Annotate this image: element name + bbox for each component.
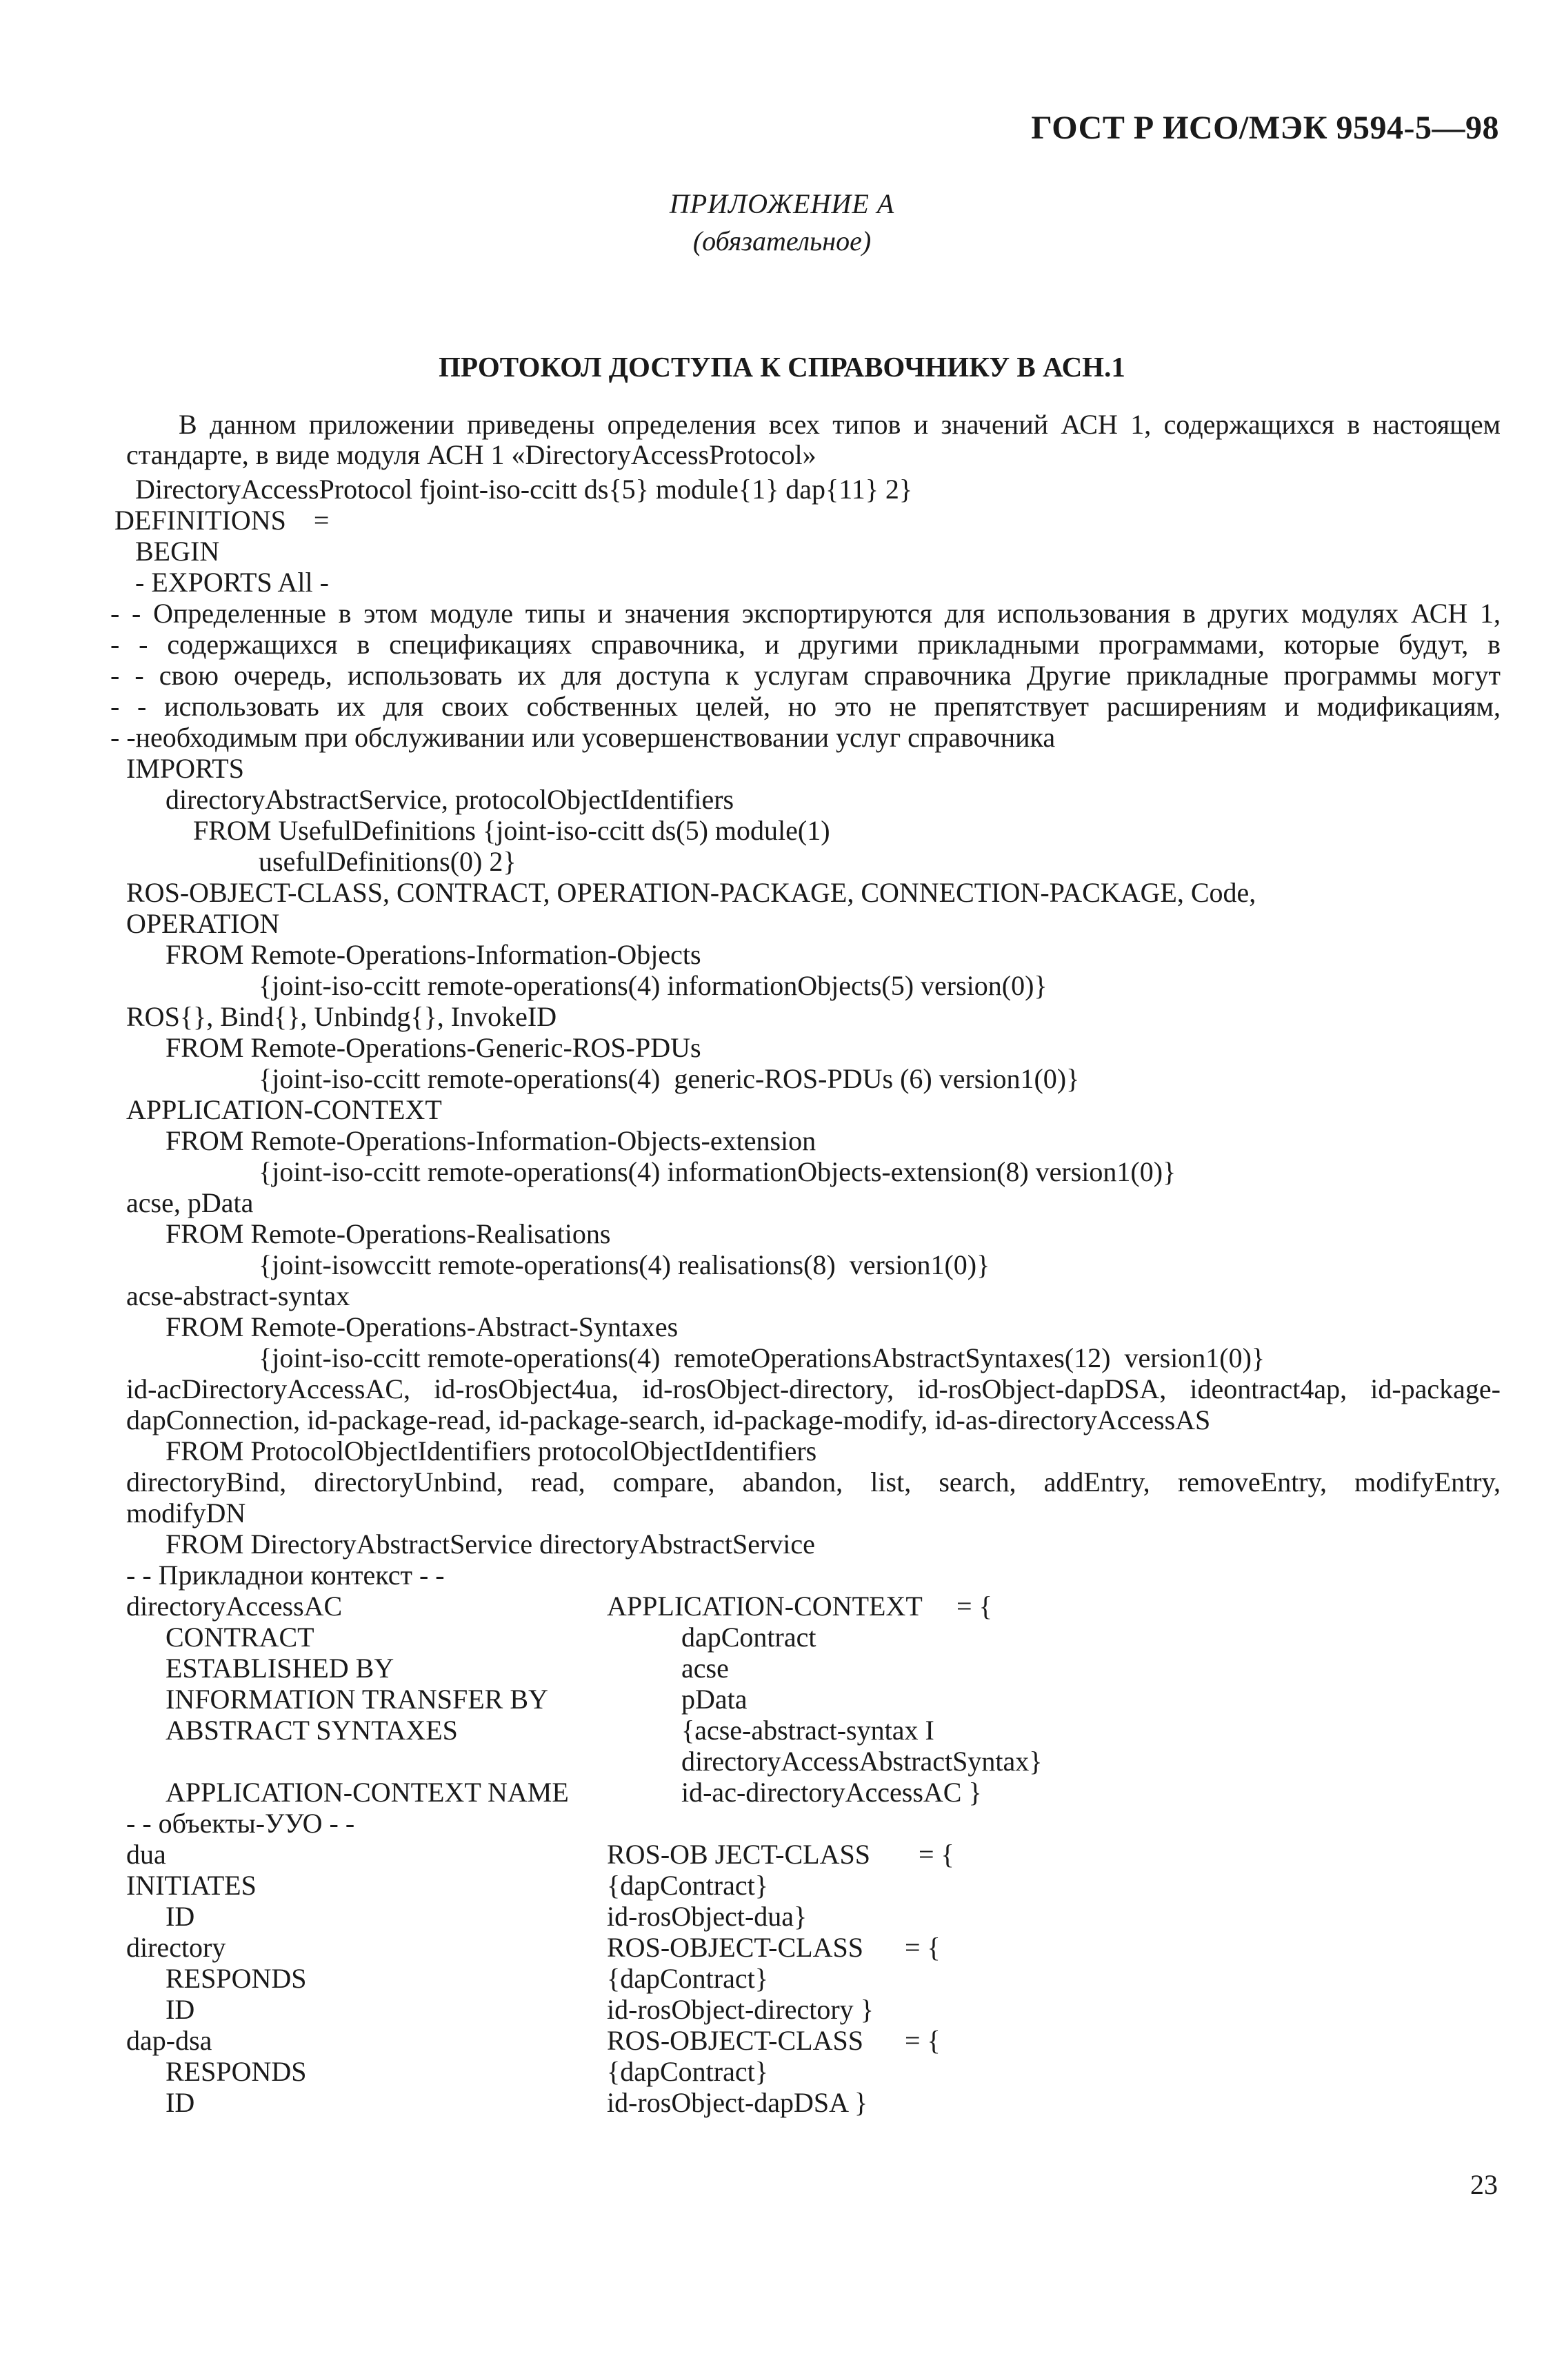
- code-line: FROM Remote-Operations-Generic-ROS-PDUs: [166, 1032, 701, 1063]
- code-line: {joint-isowccitt remote-operations(4) realisations(8) version1(0)}: [259, 1249, 990, 1280]
- field-value: dapContract: [681, 1622, 816, 1653]
- definition-name: directory: [126, 1932, 226, 1963]
- imports-line: IMPORTS: [126, 753, 244, 784]
- field-value: {dapContract}: [607, 1870, 768, 1901]
- code-line: ROS-OBJECT-CLASS, CONTRACT, OPERATION-PACKAGE, CONNECTION-PACKAGE, Code,: [126, 877, 1256, 908]
- comment-line: - - использовать их для своих собственных целей, но это не препятствует расширениям и модификациям,: [110, 691, 1501, 722]
- comment-line: - - Определенные в этом модуле типы и значения экспортируются для использования в других модулях АСН 1,: [110, 598, 1501, 629]
- annex-status: (обязательное): [692, 225, 872, 256]
- code-line: {joint-iso-ccitt remote-operations(4) remoteOperationsAbstractSyntaxes(12) version1(0)}: [259, 1342, 1265, 1373]
- definition-name: dua: [126, 1839, 166, 1870]
- definitions-line: DEFINITIONS =: [114, 505, 330, 536]
- comment-line: - - объекты-УУО - -: [126, 1808, 355, 1839]
- annex-title: ПРИЛОЖЕНИЕ А: [669, 188, 895, 219]
- field-name: ABSTRACT SYNTAXES: [166, 1715, 458, 1746]
- definition-type: APPLICATION-CONTEXT = {: [607, 1591, 992, 1622]
- field-name: RESPONDS: [166, 2056, 307, 2087]
- field-name: RESPONDS: [166, 1963, 307, 1994]
- definition-type: ROS-OB JECT-CLASS = {: [607, 1839, 954, 1870]
- comment-line: - -необходимым при обслуживании или усовершенствовании услуг справочника: [110, 722, 1056, 753]
- comment-line: - - свою очередь, использовать их для доступа к услугам справочника Другие прикладные программы могут: [110, 660, 1501, 691]
- code-line: FROM DirectoryAbstractService directoryAbstractService: [166, 1529, 815, 1560]
- code-line: FROM Remote-Operations-Information-Objects: [166, 939, 701, 970]
- field-name: ID: [166, 1994, 195, 2025]
- code-line: ROS{}, Bind{}, Unbindg{}, InvokeID: [126, 1001, 557, 1032]
- code-line: directoryBind, directoryUnbind, read, compare, abandon, list, search, addEntry, removeEntry, modifyEntry,: [126, 1466, 1501, 1497]
- comment-line: - - содержащихся в спецификациях справочника, и другими прикладными программами, которые будут, в: [110, 629, 1501, 660]
- field-value: id-rosObject-directory }: [607, 1994, 874, 2025]
- code-line: FROM Remote-Operations-Information-Objects-extension: [166, 1125, 816, 1156]
- code-line: {joint-iso-ccitt remote-operations(4) generic-ROS-PDUs (6) version1(0)}: [259, 1063, 1080, 1094]
- field-name: ID: [166, 1901, 195, 1932]
- code-line: FROM Remote-Operations-Abstract-Syntaxes: [166, 1311, 679, 1342]
- code-line: {joint-iso-ccitt remote-operations(4) informationObjects(5) version(0)}: [259, 970, 1047, 1001]
- field-value: directoryAccessAbstractSyntax}: [681, 1746, 1043, 1777]
- code-line: usefulDefinitions(0) 2}: [259, 846, 517, 877]
- comment-line: - - Прикладнои контекст - -: [126, 1560, 445, 1591]
- field-value: {dapContract}: [607, 2056, 768, 2087]
- field-name: INITIATES: [126, 1870, 257, 1901]
- definition-name: dap-dsa: [126, 2025, 212, 2056]
- field-value: id-rosObject-dua}: [607, 1901, 808, 1932]
- field-value: acse: [681, 1653, 729, 1684]
- code-line: id-acDirectoryAccessAC, id-rosObject4ua, id-rosObject-directory, id-rosObject-dapDSA, ideontract4ap, id-package-: [126, 1373, 1501, 1404]
- section-title: ПРОТОКОЛ ДОСТУПА К СПРАВОЧНИКУ В АСН.1: [439, 351, 1125, 383]
- field-value: {dapContract}: [607, 1963, 768, 1994]
- code-line: OPERATION: [126, 908, 280, 939]
- code-line: FROM Remote-Operations-Realisations: [166, 1218, 611, 1249]
- field-value: {acse-abstract-syntax I: [681, 1715, 934, 1746]
- field-name: ESTABLISHED BY: [166, 1653, 394, 1684]
- definition-type: ROS-OBJECT-CLASS = {: [607, 1932, 941, 1963]
- code-line: acse, pData: [126, 1187, 254, 1218]
- code-line: dapConnection, id-package-read, id-package-search, id-package-modify, id-as-directoryAccessAS: [126, 1404, 1211, 1435]
- exports-line: - EXPORTS All -: [135, 567, 329, 598]
- field-name: INFORMATION TRANSFER BY: [166, 1684, 548, 1715]
- page-number: 23: [1470, 2169, 1498, 2200]
- intro-text: В данном приложении приведены определения всех типов и значений АСН 1, содержащихся в настоящем стандарте, в виде модуля АСН 1 «DirectoryAccessProtocol»: [126, 409, 1501, 470]
- intro-paragraph: [126, 410, 1501, 470]
- field-name: APPLICATION-CONTEXT NAME: [166, 1777, 569, 1808]
- code-line: FROM UsefulDefinitions {joint-iso-ccitt ds(5) module(1): [193, 815, 830, 846]
- code-line: acse-abstract-syntax: [126, 1280, 350, 1311]
- definition-type: ROS-OBJECT-CLASS = {: [607, 2025, 941, 2056]
- module-header-line: DirectoryAccessProtocol fjoint-iso-ccitt ds{5} module{1} dap{11} 2}: [135, 474, 913, 505]
- begin-line: BEGIN: [135, 536, 220, 567]
- code-line: modifyDN: [126, 1497, 246, 1529]
- standard-header: ГОСТ Р ИСО/МЭК 9594-5—98: [1031, 110, 1499, 146]
- field-name: ID: [166, 2087, 195, 2118]
- field-value: pData: [681, 1684, 748, 1715]
- code-line: APPLICATION-CONTEXT: [126, 1094, 442, 1125]
- code-line: directoryAbstractService, protocolObjectIdentifiers: [166, 784, 734, 815]
- field-name: CONTRACT: [166, 1622, 314, 1653]
- field-value: id-ac-directoryAccessAC }: [681, 1777, 982, 1808]
- field-value: id-rosObject-dapDSA }: [607, 2087, 868, 2118]
- code-line: FROM ProtocolObjectIdentifiers protocolObjectIdentifiers: [166, 1435, 817, 1466]
- code-line: {joint-iso-ccitt remote-operations(4) informationObjects-extension(8) version1(0)}: [259, 1156, 1176, 1187]
- definition-name: directoryAccessAC: [126, 1591, 343, 1622]
